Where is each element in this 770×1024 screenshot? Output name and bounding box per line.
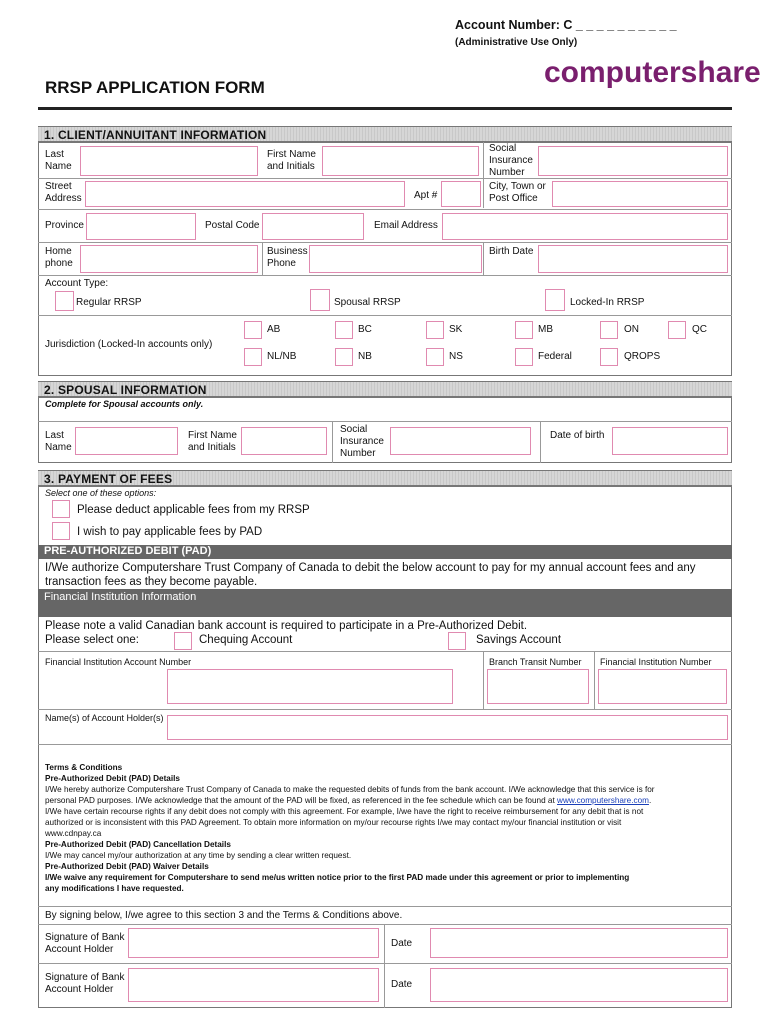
province-field[interactable] <box>86 213 196 240</box>
signature-2-field[interactable] <box>128 968 379 1002</box>
city-label: City, Town or Post Office <box>489 181 546 204</box>
payment-note: Select one of these options: <box>45 488 157 498</box>
first-name-field[interactable] <box>322 146 479 176</box>
email-label: Email Address <box>374 220 438 231</box>
jur-on-checkbox[interactable] <box>600 321 618 339</box>
admin-note: (Administrative Use Only) <box>455 37 578 48</box>
pad-authorization-text: I/We authorize Computershare Trust Company of Canada to debit the below account to pay for my annual account fees and any transaction fees as they become payable. <box>45 562 696 588</box>
spouse-last-name-label: Last Name <box>45 430 72 453</box>
waiver-heading: Pre-Authorized Debit (PAD) Waiver Details <box>45 862 209 871</box>
business-phone-field[interactable] <box>309 245 482 273</box>
spouse-dob-label: Date of birth <box>550 430 605 441</box>
jur-nb-label: NB <box>358 351 372 362</box>
terms-heading: Terms & Conditions <box>45 763 123 772</box>
account-type-label: Account Type: <box>45 278 109 289</box>
computershare-link[interactable]: www.computershare.com <box>557 796 649 805</box>
logo-wordmark: computershare <box>544 56 761 89</box>
holders-label: Name(s) of Account Holder(s) <box>45 713 164 723</box>
sin-field[interactable] <box>538 146 728 176</box>
jur-ab-label: AB <box>267 324 281 335</box>
section-1-header <box>38 126 732 142</box>
terms-p1a: I/We hereby authorize Computershare Trust Company of Canada to make the requested debits of funds from the bank account. I/We acknowledge that this service is for <box>45 785 655 794</box>
street-label: Street Address <box>45 181 82 204</box>
apt-field[interactable] <box>441 181 481 207</box>
jur-on-label: ON <box>624 324 639 335</box>
spousal-note: Complete for Spousal accounts only. <box>45 399 204 409</box>
jur-mb-label: MB <box>538 324 553 335</box>
spouse-dob-field[interactable] <box>612 427 728 455</box>
home-phone-label: Home phone <box>45 246 73 269</box>
terms-p2a: I/We have certain recourse rights if any debit does not comply with this agreement. For example, I/we have the right to receive reimbursement for any debit that is not <box>45 807 644 816</box>
date-1-label: Date <box>391 938 413 949</box>
spouse-sin-label: Social Insurance Number <box>340 424 384 459</box>
spouse-first-name-label: First Name and Initials <box>188 430 237 453</box>
city-field[interactable] <box>552 181 728 207</box>
savings-label: Savings Account <box>476 634 562 646</box>
holders-field[interactable] <box>167 715 728 740</box>
postal-code-label: Postal Code <box>205 220 260 231</box>
sin-label: Social Insurance Number <box>489 143 533 178</box>
computershare-logo <box>540 52 761 92</box>
regular-rrsp-checkbox[interactable] <box>55 291 74 311</box>
section-2-header <box>38 381 732 397</box>
section-3-title: 3. PAYMENT OF FEES <box>44 472 173 486</box>
jur-mb-checkbox[interactable] <box>515 321 533 339</box>
date-2-field[interactable] <box>430 968 728 1002</box>
fi-title: Financial Institution Information <box>44 591 197 603</box>
jur-bc-checkbox[interactable] <box>335 321 353 339</box>
terms-p1b-line <box>45 795 727 806</box>
province-label: Province <box>45 220 84 231</box>
waiver-text-a: I/We waive any requirement for Computershare to send me/us written notice prior to the first PAD made under this agreement or prior to implementing <box>45 873 630 882</box>
fi-number-label: Financial Institution Number <box>600 657 712 667</box>
jur-nlnb-label: NL/NB <box>267 351 297 362</box>
jur-nb-checkbox[interactable] <box>335 348 353 366</box>
jur-qrops-checkbox[interactable] <box>600 348 618 366</box>
deduct-fees-checkbox[interactable] <box>52 500 70 518</box>
locked-in-rrsp-label: Locked-In RRSP <box>570 297 645 308</box>
chequing-checkbox[interactable] <box>174 632 192 650</box>
jur-federal-label: Federal <box>538 351 572 362</box>
spouse-last-name-field[interactable] <box>75 427 178 455</box>
bank-account-note: Please note a valid Canadian bank account is required to participate in a Pre-Authorized Debit. <box>45 620 528 632</box>
pad-details-heading: Pre-Authorized Debit (PAD) Details <box>45 774 180 783</box>
date-1-field[interactable] <box>430 928 728 958</box>
spouse-first-name-field[interactable] <box>241 427 327 455</box>
chequing-label: Chequing Account <box>199 634 293 646</box>
jur-ab-checkbox[interactable] <box>244 321 262 339</box>
apt-label: Apt # <box>414 190 438 201</box>
home-phone-field[interactable] <box>80 245 258 273</box>
jur-qc-checkbox[interactable] <box>668 321 686 339</box>
fi-account-label: Financial Institution Account Number <box>45 657 192 667</box>
terms-p1c: . <box>648 796 652 805</box>
fi-number-field[interactable] <box>598 669 727 704</box>
section-3-header <box>38 470 732 486</box>
first-name-label: First Name and Initials <box>267 149 316 172</box>
jur-bc-label: BC <box>358 324 372 335</box>
fi-account-field[interactable] <box>167 669 453 704</box>
regular-rrsp-label: Regular RRSP <box>76 297 142 308</box>
birth-date-field[interactable] <box>538 245 728 273</box>
branch-transit-field[interactable] <box>487 669 589 704</box>
jur-federal-checkbox[interactable] <box>515 348 533 366</box>
waiver-text-b: any modifications I have requested. <box>45 884 184 893</box>
last-name-field[interactable] <box>80 146 258 176</box>
pad-fees-label: I wish to pay applicable fees by PAD <box>77 526 263 538</box>
account-number: Account Number: C _ _ _ _ _ _ _ _ _ _ <box>455 18 677 32</box>
signature-agreement: By signing below, I/we agree to this section 3 and the Terms & Conditions above. <box>45 910 403 921</box>
signature-1-field[interactable] <box>128 928 379 958</box>
jur-ns-label: NS <box>449 351 463 362</box>
deduct-fees-label: Please deduct applicable fees from my RRSP <box>77 504 310 516</box>
jurisdiction-label: Jurisdiction (Locked-In accounts only) <box>45 339 213 350</box>
terms-p1b: personal PAD purposes. I/We acknowledge that the amount of the PAD will be fixed, as referenced in the fee schedule which can be found at <box>45 796 558 805</box>
terms-p2c: www.cdnpay.ca <box>45 829 102 838</box>
signature-2-label: Signature of Bank Account Holder <box>45 972 125 995</box>
signature-1-label: Signature of Bank Account Holder <box>45 932 125 955</box>
cancellation-text: I/We may cancel my/our authorization at any time by sending a clear written request. <box>45 851 352 860</box>
jur-sk-label: SK <box>449 324 463 335</box>
last-name-label: Last Name <box>45 149 72 172</box>
savings-checkbox[interactable] <box>448 632 466 650</box>
jur-ns-checkbox[interactable] <box>426 348 444 366</box>
branch-transit-label: Branch Transit Number <box>489 657 582 667</box>
spousal-rrsp-checkbox[interactable] <box>310 289 330 311</box>
postal-code-field[interactable] <box>262 213 364 240</box>
jur-nlnb-checkbox[interactable] <box>244 348 262 366</box>
jur-qrops-label: QROPS <box>624 351 661 362</box>
section-1-title: 1. CLIENT/ANNUITANT INFORMATION <box>44 128 267 142</box>
birth-date-label: Birth Date <box>489 246 534 257</box>
terms-p2b: authorized or is inconsistent with this PAD Agreement. To obtain more information on my/our recourse rights I/we may contact my/our financial institution or visit <box>45 818 622 827</box>
spouse-sin-field[interactable] <box>390 427 531 455</box>
street-field[interactable] <box>85 181 405 207</box>
terms-block <box>45 762 727 894</box>
pad-fees-checkbox[interactable] <box>52 522 70 540</box>
jur-sk-checkbox[interactable] <box>426 321 444 339</box>
spousal-rrsp-label: Spousal RRSP <box>334 297 401 308</box>
locked-in-rrsp-checkbox[interactable] <box>545 289 565 311</box>
jur-qc-label: QC <box>692 324 707 335</box>
pad-header <box>38 545 732 559</box>
business-phone-label: Business Phone <box>267 246 308 269</box>
cancellation-heading: Pre-Authorized Debit (PAD) Cancellation Details <box>45 840 231 849</box>
section-2-title: 2. SPOUSAL INFORMATION <box>44 383 207 397</box>
page-title: RRSP APPLICATION FORM <box>45 78 265 97</box>
date-2-label: Date <box>391 979 413 990</box>
title-rule <box>38 107 732 110</box>
select-one-label: Please select one: <box>45 634 139 646</box>
pad-title: PRE-AUTHORIZED DEBIT (PAD) <box>44 545 212 557</box>
fi-header <box>38 589 732 617</box>
email-field[interactable] <box>442 213 728 240</box>
